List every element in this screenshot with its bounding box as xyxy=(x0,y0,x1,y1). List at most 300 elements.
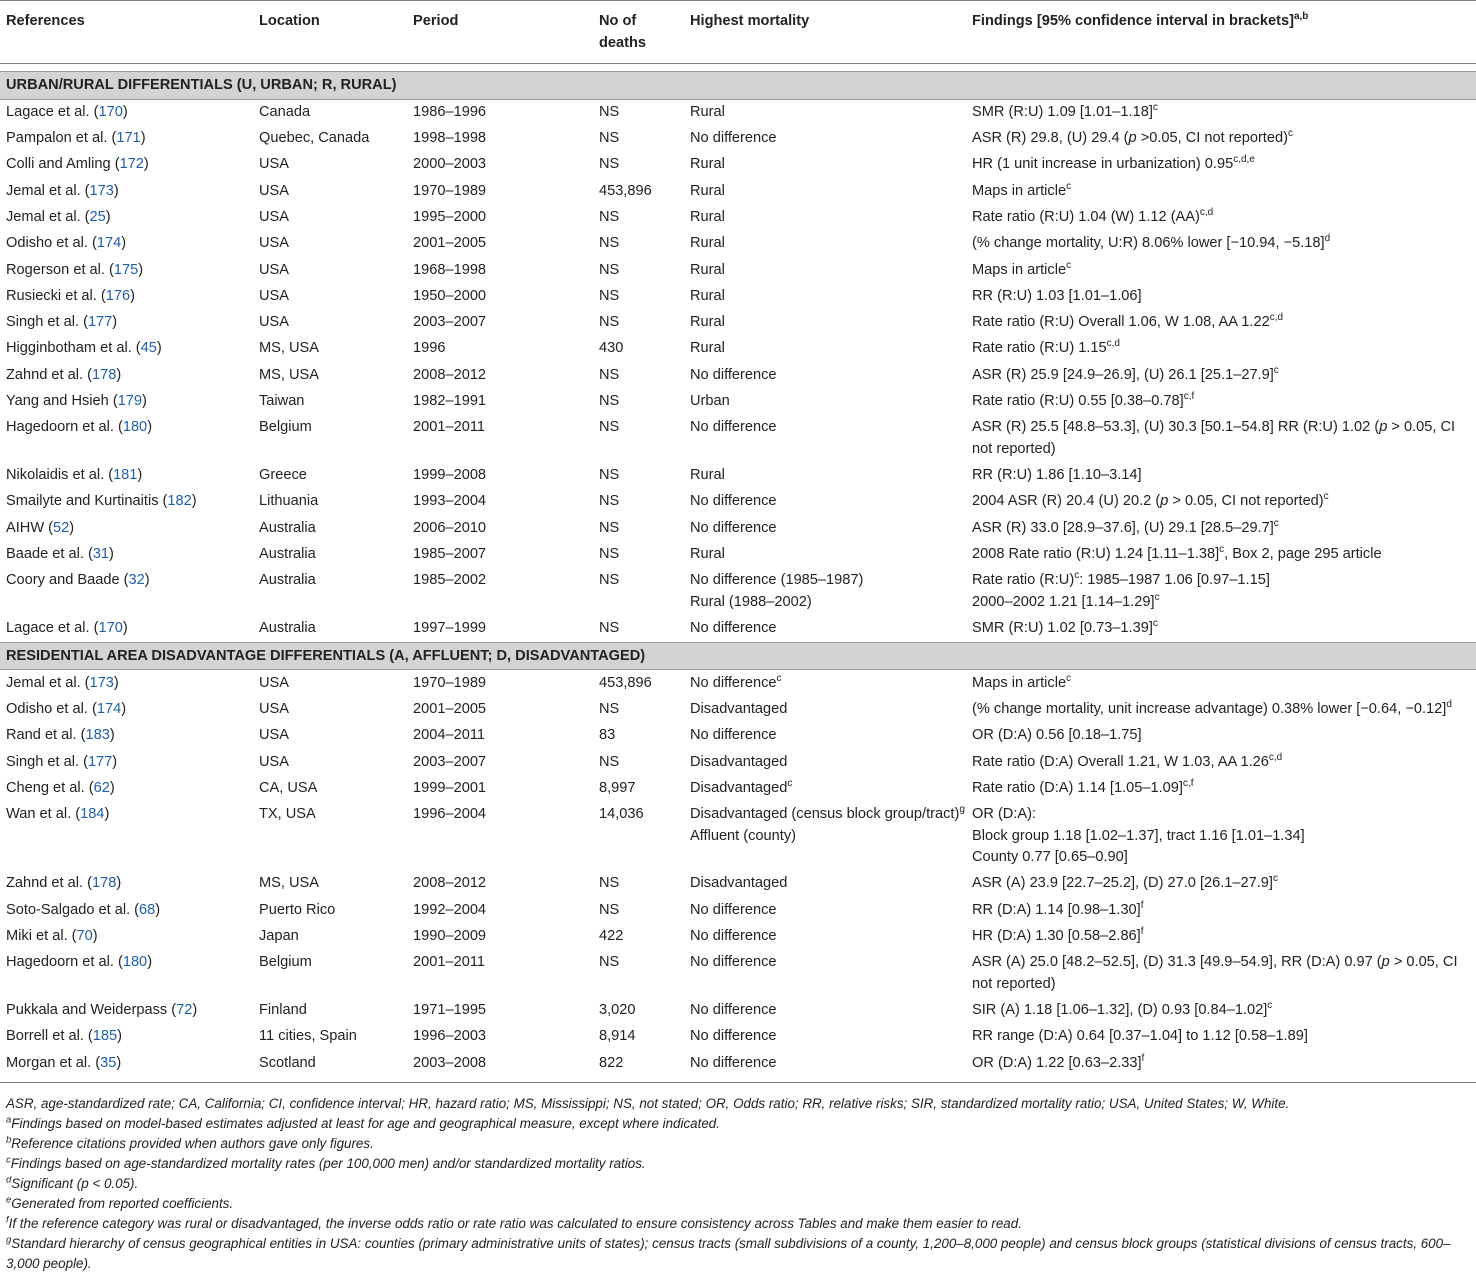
period-cell: 2008–2012 xyxy=(413,366,487,383)
findings-cell: Rate ratio (D:A) Overall 1.21, W 1.03, AA 1.26$^{c,d}$ xyxy=(972,751,1283,770)
header-deaths: No of deaths xyxy=(593,1,684,64)
location-cell: Belgium xyxy=(259,419,312,436)
period-cell: 2003–2007 xyxy=(413,753,487,770)
reference-author: Nikolaidis et al. ( xyxy=(6,467,114,484)
highest-mortality-cell: Rural xyxy=(690,261,725,278)
deaths-cell: 822 xyxy=(593,1050,684,1082)
findings-cell: Rate ratio (R:U)$^c$: 1985–1987 1.06 [0.97–1.15] 2000–2002 1.21 $[1.14-1.29]^c$ xyxy=(972,570,1270,610)
reference-close: ) xyxy=(122,619,128,636)
deaths-cell: 430 xyxy=(599,340,624,357)
reference-cell xyxy=(0,205,253,231)
reference-close: ) xyxy=(112,753,118,770)
location-cell: USA xyxy=(259,235,290,252)
table-row xyxy=(0,310,1476,336)
location-cell: USA xyxy=(259,701,290,718)
table-row xyxy=(0,283,1476,309)
reference-number: 52 xyxy=(53,519,70,536)
period-cell: 2003–2008 xyxy=(407,1050,593,1082)
footnote: $^e$Generated from reported coefficients. xyxy=(6,1194,234,1211)
deaths-cell: 83 xyxy=(599,727,616,744)
deaths-cell: 422 xyxy=(599,927,624,944)
reference-cell xyxy=(0,871,253,897)
table-row xyxy=(0,362,1476,388)
table-row xyxy=(0,998,1476,1024)
deaths-cell: NS xyxy=(599,366,620,383)
reference-close: ) xyxy=(116,875,122,892)
reference-cell xyxy=(0,897,253,923)
findings-cell: OR (D:A): Block group 1.18 [1.02–1.37], tract 1.16 [1.01–1.34] County 0.77 [0.65–0.90] xyxy=(972,806,1305,866)
location-cell: USA xyxy=(259,287,290,304)
location-cell: Finland xyxy=(259,1002,307,1019)
reference-cell xyxy=(0,283,253,309)
findings-cell: Rate ratio (D:A) 1.14 $[1.05-1.09]^{c,f}$ xyxy=(972,778,1194,796)
period-cell: 1970–1989 xyxy=(413,674,487,691)
footnote: $^d$Significant (p < 0.05). xyxy=(6,1174,139,1191)
deaths-cell: NS xyxy=(599,753,620,770)
reference-close: ) xyxy=(121,235,127,252)
table-row xyxy=(0,389,1476,415)
reference-cell xyxy=(0,336,253,362)
highest-mortality-cell: Rural xyxy=(690,545,725,562)
findings-cell: RR range (D:A) 0.64 [0.37–1.04] to 1.12 [0.58–1.89] xyxy=(972,1028,1308,1045)
deaths-cell: NS xyxy=(599,261,620,278)
deaths-cell: NS xyxy=(599,314,620,331)
reference-close: ) xyxy=(156,340,162,357)
location-cell: TX, USA xyxy=(259,806,316,823)
reference-author: Jemal et al. ( xyxy=(6,674,90,691)
reference-close: ) xyxy=(109,727,115,744)
table-row xyxy=(0,670,1476,697)
reference-author: Lagace et al. ( xyxy=(6,619,99,636)
deaths-cell: NS xyxy=(599,130,620,147)
reference-close: ) xyxy=(142,392,147,409)
header-row xyxy=(0,1,1476,64)
table-row xyxy=(0,775,1476,801)
period-cell: 1970–1989 xyxy=(413,182,487,199)
reference-close: ) xyxy=(112,314,118,331)
footnote: ASR, age-standardized rate; CA, California; CI, confidence interval; HR, hazard ratio; MS, Mississippi; NS, not stated; OR, Odds ratio; RR, relative risks; SIR, standardized mortality ratio; USA, United States; W, White. xyxy=(6,1096,1290,1111)
findings-cell: Rate ratio (R:U) 0.55 $[0.38-0.78]^{c,f}$ xyxy=(972,391,1195,409)
highest-mortality-cell: No difference xyxy=(690,519,777,536)
findings-cell: OR (D:A) 0.56 [0.18–1.75] xyxy=(972,727,1142,744)
reference-number: 182 xyxy=(167,493,192,510)
highest-mortality-cell: Rural xyxy=(690,209,725,226)
reference-number: 70 xyxy=(76,927,93,944)
period-cell: 1982–1991 xyxy=(413,392,487,409)
location-cell: Australia xyxy=(259,619,316,636)
deaths-cell: NS xyxy=(599,519,620,536)
reference-author: Miki et al. ( xyxy=(6,927,77,944)
reference-cell xyxy=(0,489,253,515)
reference-number: 62 xyxy=(93,779,110,796)
reference-close: ) xyxy=(147,419,153,436)
reference-close: ) xyxy=(117,1028,123,1045)
highest-mortality-cell: No difference$^c$ xyxy=(690,672,782,691)
highest-mortality-cell: No difference xyxy=(690,1028,777,1045)
deaths-cell: NS xyxy=(599,287,620,304)
findings-cell: Maps in article$^c$ xyxy=(972,180,1072,199)
location-cell: USA xyxy=(259,156,290,173)
location-cell: USA xyxy=(259,674,290,691)
reference-close: ) xyxy=(191,493,197,510)
deaths-cell: NS xyxy=(599,419,620,436)
period-cell: 1993–2004 xyxy=(413,493,487,510)
reference-number: 174 xyxy=(96,235,122,252)
reference-cell xyxy=(0,389,253,415)
reference-cell xyxy=(0,362,253,388)
reference-number: 177 xyxy=(87,314,113,331)
reference-number: 177 xyxy=(87,753,113,770)
reference-author: Smailyte and Kurtinaitis ( xyxy=(6,493,168,510)
reference-number: 170 xyxy=(98,619,123,636)
deaths-cell: NS xyxy=(599,545,620,562)
highest-mortality-cell: No difference xyxy=(690,954,777,971)
reference-close: ) xyxy=(147,954,153,971)
reference-number: 178 xyxy=(92,875,117,892)
deaths-cell: NS xyxy=(599,103,620,120)
reference-number: 171 xyxy=(116,130,141,147)
location-cell: USA xyxy=(259,261,290,278)
reference-author: Singh et al. ( xyxy=(6,314,88,331)
period-cell: 1986–1996 xyxy=(413,103,487,120)
period-cell: 2000–2003 xyxy=(413,156,487,173)
reference-author: Coory and Baade ( xyxy=(6,572,129,589)
reference-number: 176 xyxy=(105,287,131,304)
reference-number: 25 xyxy=(89,209,106,226)
reference-author: Borrell et al. ( xyxy=(6,1028,93,1045)
reference-number: 180 xyxy=(122,419,148,436)
reference-author: Cheng et al. ( xyxy=(6,779,94,796)
reference-author: Morgan et al. ( xyxy=(6,1054,101,1071)
table-row xyxy=(0,178,1476,204)
reference-cell xyxy=(0,1050,253,1082)
location-cell: Puerto Rico xyxy=(259,901,336,918)
table-footnotes xyxy=(6,1094,1472,1274)
reference-author: Baade et al. ( xyxy=(6,545,93,562)
highest-mortality-cell: Disadvantaged xyxy=(690,875,788,892)
reference-close: ) xyxy=(121,701,127,718)
highest-mortality-cell: Rural xyxy=(690,103,725,120)
location-cell: Quebec, Canada xyxy=(259,130,370,147)
reference-number: 175 xyxy=(113,261,139,278)
table-row xyxy=(0,415,1476,463)
reference-author: Zahnd et al. ( xyxy=(6,875,92,892)
period-cell: 1996–2004 xyxy=(413,806,487,823)
reference-number: 31 xyxy=(92,545,110,562)
reference-close: ) xyxy=(130,287,135,304)
reference-cell xyxy=(0,616,253,643)
reference-cell xyxy=(0,515,253,541)
highest-mortality-cell: Disadvantaged (census block group/tract)$^g$ Affluent (county) xyxy=(690,804,965,844)
reference-author: Lagace et al. ( xyxy=(6,103,99,120)
deaths-cell: NS xyxy=(599,954,620,971)
table-row xyxy=(0,1050,1476,1082)
reference-author: Rogerson et al. ( xyxy=(6,261,114,278)
highest-mortality-cell: Rural xyxy=(690,467,725,484)
reference-number: 180 xyxy=(122,954,148,971)
table-row xyxy=(0,723,1476,749)
reference-cell xyxy=(0,152,253,178)
reference-cell xyxy=(0,749,253,775)
reference-author: Zahnd et al. ( xyxy=(6,366,92,383)
highest-mortality-cell: Rural xyxy=(690,287,725,304)
period-cell: 2001–2011 xyxy=(413,954,485,971)
reference-number: 178 xyxy=(92,366,117,383)
reference-number: 72 xyxy=(176,1002,193,1019)
period-cell: 2003–2007 xyxy=(413,314,487,331)
section-residential-disadvantage xyxy=(0,642,1476,670)
location-cell: USA xyxy=(259,209,290,226)
findings-cell: ASR (R) 25.9 [24.9–26.9], (U) 26.1 $[25.1-27.9]^c$ xyxy=(972,364,1279,383)
reference-number: 172 xyxy=(119,156,144,173)
reference-close: ) xyxy=(155,901,161,918)
location-cell: Japan xyxy=(259,927,299,944)
highest-mortality-cell: Rural xyxy=(690,235,725,252)
reference-author: AIHW ( xyxy=(6,519,54,536)
reference-author: Odisho et al. ( xyxy=(6,235,97,252)
footnote: $^g$Standard hierarchy of census geographical entities in USA: counties (primary administrative units of states); census tracts (small subdivisions of a county, 1,200–8,000 people) and census block groups (statistical divisions of census tracts, 600–3,000 people). xyxy=(6,1234,1451,1271)
reference-author: Pukkala and Weiderpass ( xyxy=(6,1002,177,1019)
period-cell: 1971–1995 xyxy=(413,1002,487,1019)
footnote: $^c$Findings based on age-standardized mortality rates (per 100,000 men) and/or standardized mortality ratios. xyxy=(6,1154,646,1171)
findings-cell: Rate ratio (R:U) Overall 1.06, W 1.08, AA 1.22$^{c,d}$ xyxy=(972,312,1284,331)
period-cell: 1996 xyxy=(413,340,446,357)
table-row xyxy=(0,568,1476,616)
deaths-cell: NS xyxy=(599,619,620,636)
location-cell: USA xyxy=(259,182,290,199)
location-cell: Taiwan xyxy=(259,392,305,409)
period-cell: 1998–1998 xyxy=(413,130,487,147)
period-cell: 1968–1998 xyxy=(413,261,487,278)
footnote: $^f$If the reference category was rural or disadvantaged, the inverse odds ratio or rate ratio was calculated to ensure consistency across Tables and make them easier to read. xyxy=(6,1214,1022,1231)
findings-cell: ASR (R) 33.0 [28.9–37.6], (U) 29.1 $[28.5-29.7]^c$ xyxy=(972,517,1279,536)
header-location: Location xyxy=(253,1,407,64)
header-references: References xyxy=(0,1,253,64)
findings-cell: HR (D:A) 1.30 $[0.58-2.86]^f$ xyxy=(972,926,1144,944)
reference-close: ) xyxy=(109,779,115,796)
findings-cell: OR (D:A) 1.22 $[0.63-2.33]^f$ xyxy=(966,1050,1476,1082)
reference-close: ) xyxy=(138,261,144,278)
highest-mortality-cell: Rural xyxy=(690,340,725,357)
reference-cell xyxy=(0,950,253,998)
reference-cell xyxy=(0,723,253,749)
location-cell: Lithuania xyxy=(259,493,319,510)
reference-close: ) xyxy=(140,130,146,147)
highest-mortality-cell: No difference xyxy=(690,619,777,636)
location-cell: Canada xyxy=(259,103,311,120)
highest-mortality-cell: No difference xyxy=(684,1050,966,1082)
reference-author: Rand et al. ( xyxy=(6,727,86,744)
reference-close: ) xyxy=(137,467,143,484)
reference-number: 185 xyxy=(92,1028,118,1045)
deaths-cell: NS xyxy=(599,901,620,918)
reference-close: ) xyxy=(116,1054,122,1071)
table-row xyxy=(0,205,1476,231)
period-cell: 1992–2004 xyxy=(413,901,487,918)
table-row xyxy=(0,897,1476,923)
reference-cell xyxy=(0,231,253,257)
location-cell: MS, USA xyxy=(259,340,320,357)
reference-close: ) xyxy=(69,519,75,536)
reference-number: 45 xyxy=(140,340,157,357)
footnote: $^a$Findings based on model-based estimates adjusted at least for age and geographical measure, except where indicated. xyxy=(6,1114,720,1131)
reference-author: Pampalon et al. ( xyxy=(6,130,117,147)
reference-close: ) xyxy=(113,182,119,199)
findings-cell: 2004 ASR (R) 20.4 (U) 20.2 (p > 0.05, CI not reported)$^c$ xyxy=(972,491,1329,510)
location-cell: Australia xyxy=(259,545,316,562)
reference-number: 181 xyxy=(113,467,138,484)
deaths-cell: 453,896 xyxy=(599,182,652,199)
location-cell: MS, USA xyxy=(259,875,320,892)
findings-cell: Rate ratio (R:U) 1.04 (W) 1.12 (AA)$^{c,d}$ xyxy=(972,207,1214,226)
reference-number: 32 xyxy=(128,572,145,589)
period-cell: 1985–2002 xyxy=(413,572,487,589)
header-findings-sup: a,b xyxy=(1293,11,1309,23)
highest-mortality-cell: Rural xyxy=(690,314,725,331)
reference-number: 179 xyxy=(117,392,143,409)
highest-mortality-cell: No difference xyxy=(690,419,777,436)
header-findings xyxy=(966,1,1476,64)
table-row xyxy=(0,152,1476,178)
reference-author: Singh et al. ( xyxy=(6,753,88,770)
reference-author: Jemal et al. ( xyxy=(6,209,90,226)
reference-author: Wan et al. ( xyxy=(6,806,81,823)
period-cell: 1950–2000 xyxy=(413,287,487,304)
highest-mortality-cell: No difference xyxy=(690,366,777,383)
reference-cell xyxy=(0,415,253,463)
table-body xyxy=(0,64,1476,1083)
reference-number: 68 xyxy=(139,901,156,918)
section-urban-rural xyxy=(0,72,1476,100)
table-row xyxy=(0,697,1476,723)
table-row xyxy=(0,542,1476,568)
highest-mortality-cell: No difference xyxy=(690,1002,777,1019)
table-row xyxy=(0,231,1476,257)
deaths-cell: 3,020 xyxy=(599,1002,636,1019)
findings-cell: 2008 Rate ratio (R:U) 1.24 $[1.11-1.38]^c$, Box 2, page 295 article xyxy=(972,544,1382,562)
reference-author: Yang and Hsieh ( xyxy=(6,392,118,409)
reference-author: Hagedoorn et al. ( xyxy=(6,954,123,971)
reference-number: 35 xyxy=(100,1054,117,1071)
reference-close: ) xyxy=(109,545,114,562)
table-row xyxy=(0,336,1476,362)
location-cell: Australia xyxy=(259,572,316,589)
highest-mortality-cell: No difference xyxy=(690,727,777,744)
reference-cell xyxy=(0,99,253,126)
highest-mortality-cell: No difference xyxy=(690,130,777,147)
reference-author: Rusiecki et al. ( xyxy=(6,287,106,304)
period-cell: 1990–2009 xyxy=(413,927,487,944)
reference-number: 174 xyxy=(96,701,122,718)
reference-author: Soto-Salgado et al. ( xyxy=(6,901,140,918)
table-row xyxy=(0,871,1476,897)
location-cell: USA xyxy=(259,314,290,331)
reference-cell xyxy=(0,257,253,283)
reference-number: 173 xyxy=(89,674,114,691)
table-row xyxy=(0,463,1476,489)
highest-mortality-cell: Disadvantaged$^c$ xyxy=(690,778,793,796)
table-row xyxy=(0,489,1476,515)
location-cell: 11 cities, Spain xyxy=(259,1028,357,1045)
reference-number: 170 xyxy=(98,103,123,120)
location-cell: USA xyxy=(259,727,290,744)
reference-author: Colli and Amling ( xyxy=(6,156,120,173)
period-cell: 2001–2005 xyxy=(413,701,487,718)
location-cell: Scotland xyxy=(253,1050,407,1082)
deaths-cell: 453,896 xyxy=(599,674,652,691)
findings-cell: RR (R:U) 1.03 [1.01–1.06] xyxy=(972,287,1142,304)
table-row xyxy=(0,126,1476,152)
reference-cell xyxy=(0,1024,253,1050)
table-row xyxy=(0,616,1476,643)
reference-cell xyxy=(0,802,253,871)
highest-mortality-cell: No difference xyxy=(690,927,777,944)
findings-cell: SMR (R:U) 1.02 $[0.73-1.39]^c$ xyxy=(972,618,1158,636)
period-cell: 2004–2011 xyxy=(413,727,485,744)
findings-cell: Maps in article$^c$ xyxy=(972,259,1072,278)
reference-cell xyxy=(0,697,253,723)
deaths-cell: NS xyxy=(599,572,620,589)
reference-close: ) xyxy=(144,572,150,589)
reference-cell xyxy=(0,178,253,204)
findings-cell: ASR (R) 25.5 [48.8–53.3], (U) 30.3 [50.1–54.8] RR (R:U) 1.02 (p > 0.05, CI not reported) xyxy=(972,419,1456,457)
reference-cell xyxy=(0,463,253,489)
reference-author: Jemal et al. ( xyxy=(6,182,90,199)
reference-number: 173 xyxy=(89,182,114,199)
deaths-cell: 8,997 xyxy=(599,779,636,796)
highest-mortality-cell: Disadvantaged xyxy=(690,753,788,770)
period-cell: 2008–2012 xyxy=(413,875,487,892)
highest-mortality-cell: No difference xyxy=(690,901,777,918)
highest-mortality-cell: Disadvantaged xyxy=(690,701,788,718)
deaths-cell: 14,036 xyxy=(599,806,644,823)
deaths-cell: 8,914 xyxy=(599,1028,636,1045)
reference-close: ) xyxy=(104,806,110,823)
reference-cell xyxy=(0,998,253,1024)
table-row xyxy=(0,257,1476,283)
deaths-cell: NS xyxy=(599,156,620,173)
header-findings-text: Findings [95% confidence interval in brackets] xyxy=(972,13,1294,29)
deaths-cell: NS xyxy=(599,235,620,252)
period-cell: 1995–2000 xyxy=(413,209,487,226)
reference-cell xyxy=(0,924,253,950)
reference-close: ) xyxy=(122,103,128,120)
location-cell: Belgium xyxy=(259,954,312,971)
deaths-cell: NS xyxy=(599,209,620,226)
period-cell: 1997–1999 xyxy=(413,619,487,636)
findings-cell: (% change mortality, unit increase advantage) 0.38% lower [−0.64, −0.12]$^d$ xyxy=(972,699,1452,718)
findings-cell: SMR (R:U) 1.09 $[1.01-1.18]^c$ xyxy=(972,102,1158,120)
section-title: RESIDENTIAL AREA DISADVANTAGE DIFFERENTIALS (A, AFFLUENT; D, DISADVANTAGED) xyxy=(0,642,1476,670)
findings-cell: Rate ratio (R:U) 1.15$^{c,d}$ xyxy=(972,338,1120,357)
period-cell: 1999–2008 xyxy=(413,467,487,484)
reference-close: ) xyxy=(92,927,98,944)
footnote: $^b$Reference citations provided when authors gave only figures. xyxy=(6,1134,374,1151)
location-cell: Australia xyxy=(259,519,316,536)
table-row xyxy=(0,99,1476,126)
reference-number: 184 xyxy=(80,806,105,823)
highest-mortality-cell: Rural xyxy=(690,182,725,199)
findings-cell: SIR (A) 1.18 [1.06–1.32], (D) 0.93 $[0.84-1.02]^c$ xyxy=(972,1000,1273,1019)
location-cell: CA, USA xyxy=(259,779,318,796)
table-row xyxy=(0,802,1476,871)
period-cell: 1999–2001 xyxy=(413,779,487,796)
findings-cell: ASR (A) 25.0 [48.2–52.5], (D) 31.3 [49.9–54.9], RR (D:A) 0.97 (p > 0.05, CI not reported) xyxy=(972,954,1458,992)
reference-cell xyxy=(0,542,253,568)
findings-cell: RR (D:A) 1.14 $[0.98-1.30]^f$ xyxy=(972,899,1144,918)
findings-cell: ASR (R) 29.8, (U) 29.4 (p >0.05, CI not reported)$^c$ xyxy=(972,128,1293,147)
period-cell: 1996–2003 xyxy=(413,1028,487,1045)
